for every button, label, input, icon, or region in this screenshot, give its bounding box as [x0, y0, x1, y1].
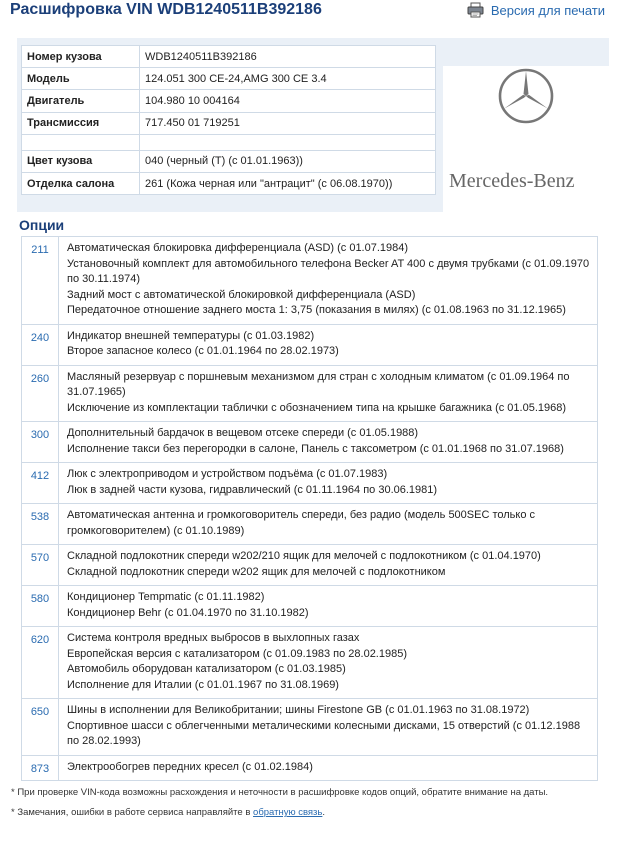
option-description [59, 237, 598, 325]
vehicle-info-row [22, 112, 436, 134]
note-feedback-text: * Замечания, ошибки в работе сервиса направляйте в [11, 807, 254, 818]
option-line: Электрообогрев передних кресел (с 01.02.1984) [67, 760, 313, 773]
option-description [59, 422, 598, 463]
option-line: Люк в задней части кузова, гидравлический (с 01.11.1964 по 30.06.1981) [67, 483, 438, 496]
option-row [22, 463, 598, 504]
spacer-cell [140, 134, 436, 150]
option-line: Масляный резервуар с поршневым механизмом для стран с холодным климатом (с 01.09.1964 по 31.07.1965) [67, 370, 570, 398]
note-feedback-end: . [322, 807, 326, 818]
mercedes-star-icon [498, 68, 554, 124]
option-row [22, 324, 598, 365]
option-row [22, 365, 598, 422]
option-code-link[interactable]: 538 [22, 504, 59, 545]
option-description [59, 627, 598, 699]
vehicle-info-table [21, 45, 436, 195]
option-line: Автоматическая антенна и громкоговоритель спереди, без радио (модель 500SEC только с громкоговорителем) (с 01.10.1989) [67, 509, 536, 537]
option-code-link[interactable]: 580 [22, 586, 59, 627]
option-code-link[interactable]: 620 [22, 627, 59, 699]
vehicle-info-row [22, 68, 436, 90]
option-description [59, 365, 598, 422]
option-code-link[interactable]: 412 [22, 463, 59, 504]
option-line: Исполнение для Италии (с 01.01.1967 по 31.08.1969) [67, 678, 339, 691]
option-line: Система контроля вредных выбросов в выхлопных газах [67, 632, 360, 644]
option-line: Исполнение такси без перегородки в салоне, Панель с таксометром (с 01.01.1968 по 31.07.1968) [67, 442, 564, 455]
vehicle-info-label: Цвет кузова [22, 150, 140, 172]
brand-name: Mercedes-Benz [449, 170, 575, 192]
vehicle-info-panel [17, 38, 609, 212]
option-row [22, 627, 598, 699]
vehicle-info-row [22, 46, 436, 68]
option-description [59, 463, 598, 504]
note-feedback [11, 803, 548, 823]
spacer-cell [22, 134, 140, 150]
option-description [59, 504, 598, 545]
vehicle-info-label: Двигатель [22, 90, 140, 112]
option-line: Кондиционер Tempmatic (с 01.11.1982) [67, 591, 265, 603]
vehicle-info-row [22, 172, 436, 194]
option-line: Автоматическая блокировка дифференциала (ASD) (с 01.07.1984) [67, 242, 409, 254]
footer-notes [11, 783, 548, 823]
option-line: Кондиционер Behr (с 01.04.1970 по 31.10.1982) [67, 606, 309, 619]
option-line: Складной подлокотник спереди w202/210 ящик для мелочей с подлокотником (с 01.04.1970) [67, 550, 541, 562]
option-line: Спортивное шасси с облегченными металическими колесными дисками, 15 отверстий (с 01.12.1988 по 28.02.1993) [67, 719, 581, 747]
option-line: Шины в исполнении для Великобритании; шины Firestone GB (с 01.01.1963 по 31.08.1972) [67, 704, 530, 716]
vehicle-info-label: Модель [22, 68, 140, 90]
option-line: Люк с электроприводом и устройством подъёма (с 01.07.1983) [67, 468, 388, 480]
option-description [59, 755, 598, 781]
options-heading: Опции [19, 217, 65, 233]
print-version-link[interactable] [467, 2, 605, 18]
page-title: Расшифровка VIN WDB1240511B392186 [10, 1, 322, 18]
vehicle-info-row [22, 150, 436, 172]
option-row [22, 755, 598, 781]
option-row [22, 422, 598, 463]
option-code-link[interactable]: 211 [22, 237, 59, 325]
vehicle-info-label: Номер кузова [22, 46, 140, 68]
option-line: Исключение из комплектации таблички с обозначением типа на крышке багажника (с 01.05.1968) [67, 401, 567, 414]
vehicle-info-value: 717.450 01 719251 [140, 112, 436, 134]
option-line: Автомобиль оборудован катализатором (с 01.03.1985) [67, 663, 346, 675]
options-table [21, 236, 598, 781]
note-vin-discrepancy: * При проверке VIN-кода возможны расхождения и неточности в расшифровке кодов опций, обратите внимание на даты. [11, 787, 549, 798]
option-line: Индикатор внешней температуры (с 01.03.1982) [67, 329, 315, 342]
option-code-link[interactable]: 240 [22, 324, 59, 365]
option-description [59, 324, 598, 365]
printer-icon [467, 2, 485, 18]
option-description [59, 586, 598, 627]
vehicle-info-value: 040 (черный (T) (с 01.01.1963)) [140, 150, 436, 172]
option-row [22, 237, 598, 325]
mercedes-benz-logo [443, 66, 609, 212]
feedback-link[interactable]: обратную связь [253, 807, 323, 818]
vehicle-info-value: 261 (Кожа черная или "антрацит" (с 06.08.1970)) [140, 172, 436, 194]
vehicle-info-row [22, 90, 436, 112]
vehicle-info-value: 104.980 10 004164 [140, 90, 436, 112]
option-code-link[interactable]: 873 [22, 755, 59, 781]
vehicle-info-spacer-row [22, 134, 436, 150]
option-code-link[interactable]: 570 [22, 545, 59, 586]
option-row [22, 699, 598, 756]
option-row [22, 504, 598, 545]
option-code-link[interactable]: 650 [22, 699, 59, 756]
option-line: Задний мост с автоматической блокировкой дифференциала (ASD) [67, 288, 416, 301]
option-code-link[interactable]: 300 [22, 422, 59, 463]
option-row [22, 586, 598, 627]
vehicle-info-label: Отделка салона [22, 172, 140, 194]
option-line: Европейская версия с катализатором (с 01.09.1983 по 28.02.1985) [67, 647, 407, 660]
vehicle-info-value: 124.051 300 CE-24,AMG 300 CE 3.4 [140, 68, 436, 90]
option-row [22, 545, 598, 586]
option-line: Передаточное отношение заднего моста 1: 3,75 (показания в милях) (с 01.08.1963 по 31.12.1965) [67, 304, 566, 316]
vehicle-info-value: WDB1240511B392186 [140, 46, 436, 68]
print-version-label: Версия для печати [490, 2, 605, 18]
option-line: Дополнительный бардачок в вещевом отсеке спереди (с 01.05.1988) [67, 427, 419, 439]
option-description [59, 699, 598, 756]
vehicle-info-label: Трансмиссия [22, 112, 140, 134]
option-code-link[interactable]: 260 [22, 365, 59, 422]
option-line: Второе запасное колесо (с 01.01.1964 по 28.02.1973) [67, 345, 339, 357]
option-line: Складной подлокотник спереди w202 ящик для мелочей с подлокотником [67, 565, 446, 578]
option-description [59, 545, 598, 586]
option-line: Установочный комплект для автомобильного телефона Becker AT 400 с двумя трубками (с 01.09.1970 по 30.11.1974) [67, 257, 590, 285]
